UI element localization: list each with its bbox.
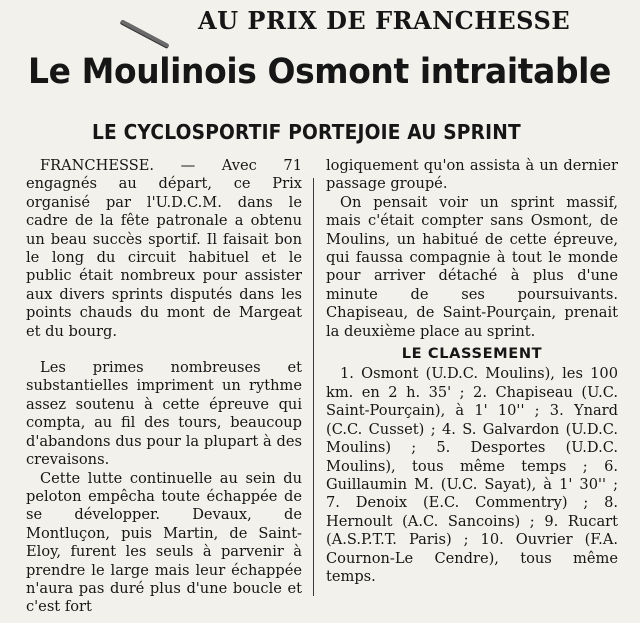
left-column <box>26 157 302 617</box>
staple-mark <box>120 19 170 48</box>
classement-results: 1. Osmont (U.D.C. Moulins), les 100 km. en 2 h. 35' ; 2. Chapiseau (U.C. Saint-Pourçain), à 1' 10'' ; 3. Ynard (C.C. Cusset) ; 4. S. Galvardon (U.D.C. Moulins) ; 5. Desportes (U.D.C. Moulins), tous même temps ; 6. Guillaumin M. (U.C. Sayat), à 1' 30'' ; 7. Denoix (E.C. Commentry) ; 8. Hernoult (A.C. Sancoins) ; 9. Rucart (A.S.P.T.T. Paris) ; 10. Ouvrier (F.A. Cournon-Le Cendre), tous même temps. <box>326 365 618 585</box>
article-subhead: LE CYCLOSPORTIF PORTEJOIE AU SPRINT <box>92 120 521 144</box>
left-paragraph-3: Cette lutte continuelle au sein du peloton empêcha toute échappée de se développer. Devaux, de Montluçon, puis Martin, de Saint-Eloy, furent les seuls à parvenir à prendre le large mais leur échappée n'aura pas duré plus d'une boucle et c'est fort <box>26 469 302 616</box>
right-paragraph-2: On pensait voir un sprint massif, mais c'était compter sans Osmont, de Moulins, un habitué de cette épreuve, qui faussa compagnie à tout le monde pour arriver détaché à plus d'une minute de ses poursuivants. Chapiseau, de Saint-Pourçain, prenait la deuxième place au sprint. <box>326 193 618 340</box>
article-headline: Le Moulinois Osmont intraitable <box>28 52 611 92</box>
right-paragraph-1: logiquement qu'on assista à un dernier passage groupé. <box>326 157 618 193</box>
column-divider <box>313 178 314 596</box>
right-column <box>326 157 618 586</box>
article-kicker: AU PRIX DE FRANCHESSE <box>198 6 571 35</box>
left-paragraph-2: Les primes nombreuses et substantielles impriment un rythme assez soutenu à cette épreuve qui compta, au fil des tours, beaucoup d'abandons dus pour la plupart à des crevaisons. <box>26 359 302 469</box>
classement-title: LE CLASSEMENT <box>401 345 543 363</box>
left-paragraph-1: FRANCHESSE. — Avec 71 engagnés au départ, ce Prix organisé par l'U.D.C.M. dans le cadre de la fête patronale a obtenu un beau succès sportif. Il faisait bon le long du circuit habituel et le public était nombreux pour assister aux divers sprints disputés dans les points chauds du mont de Margeat et du bourg. <box>26 157 302 340</box>
